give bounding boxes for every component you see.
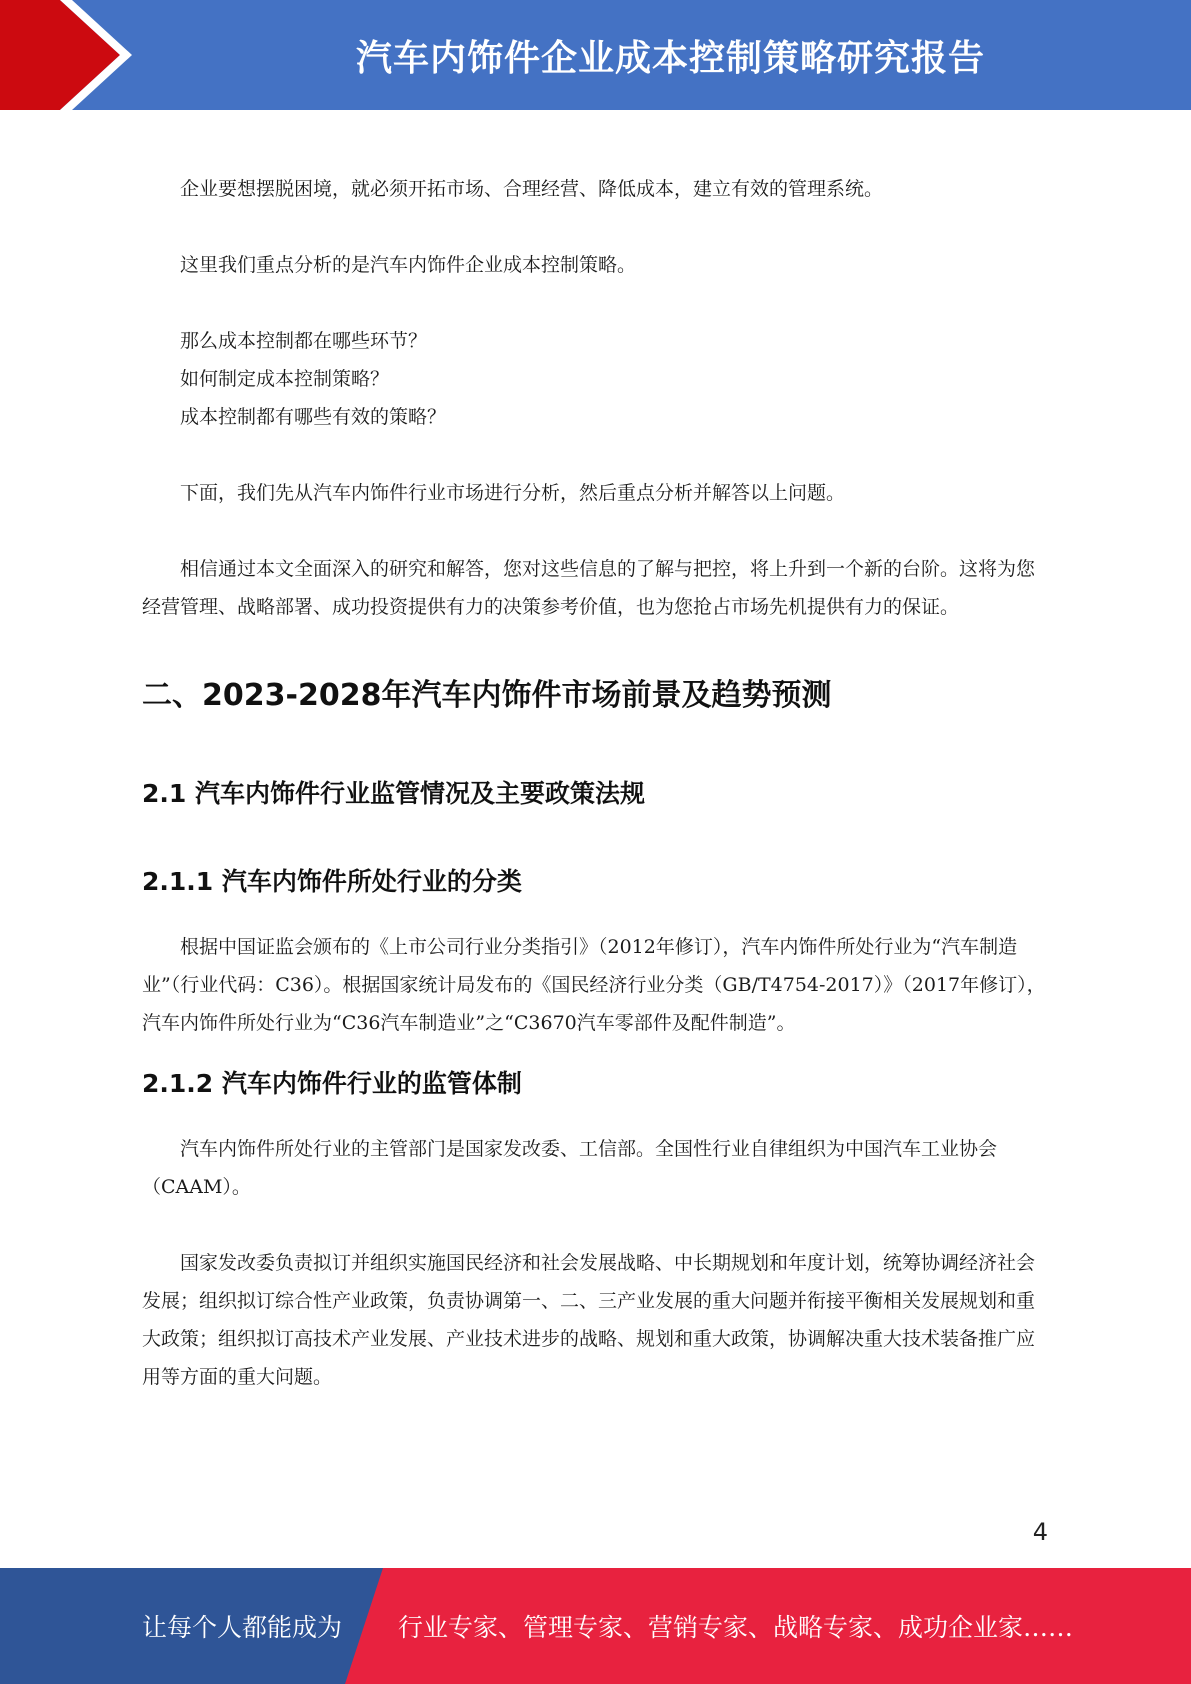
footer-slogan-right: 行业专家、管理专家、营销专家、战略专家、成功企业家…… <box>398 1613 1074 1642</box>
paragraph-value: 相信通过本文全面深入的研究和解答，您对这些信息的了解与把控，将上升到一个新的台阶。这将为您经营管理、战略部署、成功投资提供有力的决策参考价值，也为您抢占市场先机提供有力的保证。 <box>142 558 1036 618</box>
paragraph-intro: 企业要想摆脱困境，就必须开拓市场、合理经营、降低成本，建立有效的管理系统。 <box>180 178 884 200</box>
subsection-heading-2-1: 2.1 汽车内饰件行业监管情况及主要政策法规 <box>142 779 645 808</box>
subsection-heading-2-1-2: 2.1.2 汽车内饰件行业的监管体制 <box>142 1069 522 1098</box>
paragraph-next: 下面，我们先从汽车内饰件行业市场进行分析，然后重点分析并解答以上问题。 <box>180 482 846 504</box>
page-content <box>142 170 1047 1396</box>
paragraph-classification: 根据中国证监会颁布的《上市公司行业分类指引》（2012年修订），汽车内饰件所处行业为“汽车制造业”（行业代码：C36）。根据国家统计局发布的《国民经济行业分类（GB/T4754-2017）》（2017年修订），汽车内饰件所处行业为“C36汽车制造业”之“C3670汽车零部件及配件制造”。 <box>142 936 1046 1034</box>
page-header-band <box>0 0 1191 110</box>
subsection-heading-2-1-1: 2.1.1 汽车内饰件所处行业的分类 <box>142 867 522 896</box>
paragraph-focus: 这里我们重点分析的是汽车内饰件企业成本控制策略。 <box>180 254 637 276</box>
paragraph-authorities: 汽车内饰件所处行业的主管部门是国家发改委、工信部。全国性行业自律组织为中国汽车工业协会（CAAM）。 <box>142 1138 998 1198</box>
question-1: 那么成本控制都在哪些环节？ <box>180 330 428 352</box>
footer-slogan-left: 让每个人都能成为 <box>142 1613 343 1642</box>
section-heading-2: 二、2023-2028年汽车内饰件市场前景及趋势预测 <box>142 678 832 713</box>
paragraph-ndrc-duties: 国家发改委负责拟订并组织实施国民经济和社会发展战略、中长期规划和年度计划，统筹协调经济社会发展；组织拟订综合性产业政策，负责协调第一、二、三产业发展的重大问题并衔接平衡相关发展规划和重大政策；组织拟订高技术产业发展、产业技术进步的战略、规划和重大政策，协调解决重大技术装备推广应用等方面的重大问题。 <box>142 1252 1036 1388</box>
page-footer-band <box>0 1568 1191 1684</box>
question-2: 如何制定成本控制策略？ <box>180 368 390 390</box>
question-3: 成本控制都有哪些有效的策略？ <box>180 406 447 428</box>
page-number: 4 <box>1032 1518 1048 1546</box>
report-title: 汽车内饰件企业成本控制策略研究报告 <box>355 37 985 79</box>
